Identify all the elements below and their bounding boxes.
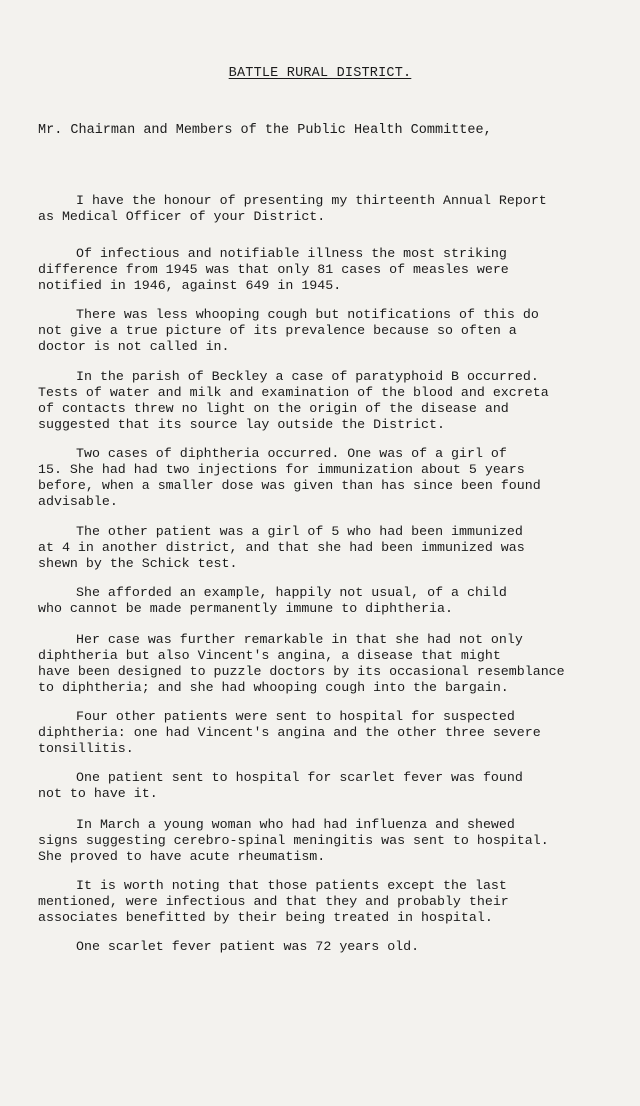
paragraph-line: It is worth noting that those patients except the last [76,878,507,893]
paragraph-line: 15. She had had two injections for immunization about 5 years [38,462,525,477]
paragraph-line: Tests of water and milk and examination of the blood and excreta [38,385,549,400]
paragraph-line: I have the honour of presenting my thirteenth Annual Report [76,193,547,208]
paragraph-line: She proved to have acute rheumatism. [38,849,326,864]
paragraph-line: mentioned, were infectious and that they and probably their [38,894,509,909]
paragraph-line: doctor is not called in. [38,339,230,354]
paragraph-line: before, when a smaller dose was given than has since been found [38,478,541,493]
paragraph-line: at 4 in another district, and that she had been immunized was [38,540,525,555]
paragraph-report-intro [38,193,626,225]
paragraph-line: Two cases of diphtheria occurred. One was of a girl of [76,446,507,461]
paragraph-measles [38,246,626,294]
paragraph-line: She afforded an example, happily not usual, of a child [76,585,507,600]
paragraph-line: Of infectious and notifiable illness the most striking [76,246,507,261]
paragraph-line: diphtheria: one had Vincent's angina and the other three severe [38,725,541,740]
document-heading [0,66,640,81]
paragraph-paratyphoid [38,369,626,433]
paragraph-line: One patient sent to hospital for scarlet fever was found [76,770,523,785]
paragraph-scarlet-fever [38,770,626,802]
paragraph-line: signs suggesting cerebro-spinal meningitis was sent to hospital. [38,833,549,848]
paragraph-other-patient [38,524,626,572]
paragraph-line: associates benefitted by their being treated in hospital. [38,910,493,925]
paragraph-line: notified in 1946, against 649 in 1945. [38,278,342,293]
paragraph-line: In the parish of Beckley a case of paratyphoid B occurred. [76,369,539,384]
paragraph-line: In March a young woman who had had influenza and shewed [76,817,515,832]
paragraph-line: There was less whooping cough but notifications of this do [76,307,539,322]
paragraph-line: have been designed to puzzle doctors by its occasional resemblance [38,664,565,679]
paragraph-hospital-benefit [38,878,626,926]
paragraph-suspected-diphtheria [38,709,626,757]
paragraph-line: The other patient was a girl of 5 who had been immunized [76,524,523,539]
paragraph-line: Four other patients were sent to hospital for suspected [76,709,515,724]
paragraph-line: who cannot be made permanently immune to diphtheria. [38,601,453,616]
paragraph-line: of contacts threw no light on the origin of the disease and [38,401,509,416]
paragraph-line: shewn by the Schick test. [38,556,238,571]
paragraph-line: difference from 1945 was that only 81 cases of measles were [38,262,509,277]
paragraph-line: suggested that its source lay outside the District. [38,417,445,432]
paragraph-line: advisable. [38,494,118,509]
paragraph-line: not to have it. [38,786,158,801]
paragraph-elderly-patient [76,939,626,955]
paragraph-vincents-angina [38,632,626,696]
heading-text: BATTLE RURAL DISTRICT. [228,66,412,81]
salutation: Mr. Chairman and Members of the Public Health Committee, [38,123,492,138]
paragraph-line: as Medical Officer of your District. [38,209,326,224]
paragraph-line: One scarlet fever patient was 72 years old. [76,939,420,954]
paragraph-meningitis [38,817,626,865]
paragraph-line: to diphtheria; and she had whooping cough into the bargain. [38,680,509,695]
paragraph-line: tonsillitis. [38,741,134,756]
paragraph-diphtheria-cases [38,446,626,510]
paragraph-line: Her case was further remarkable in that she had not only [76,632,523,647]
paragraph-immune-example [38,585,626,617]
paragraph-line: not give a true picture of its prevalence because so often a [38,323,517,338]
paragraph-whooping-cough [38,307,626,355]
paragraph-line: diphtheria but also Vincent's angina, a disease that might [38,648,501,663]
